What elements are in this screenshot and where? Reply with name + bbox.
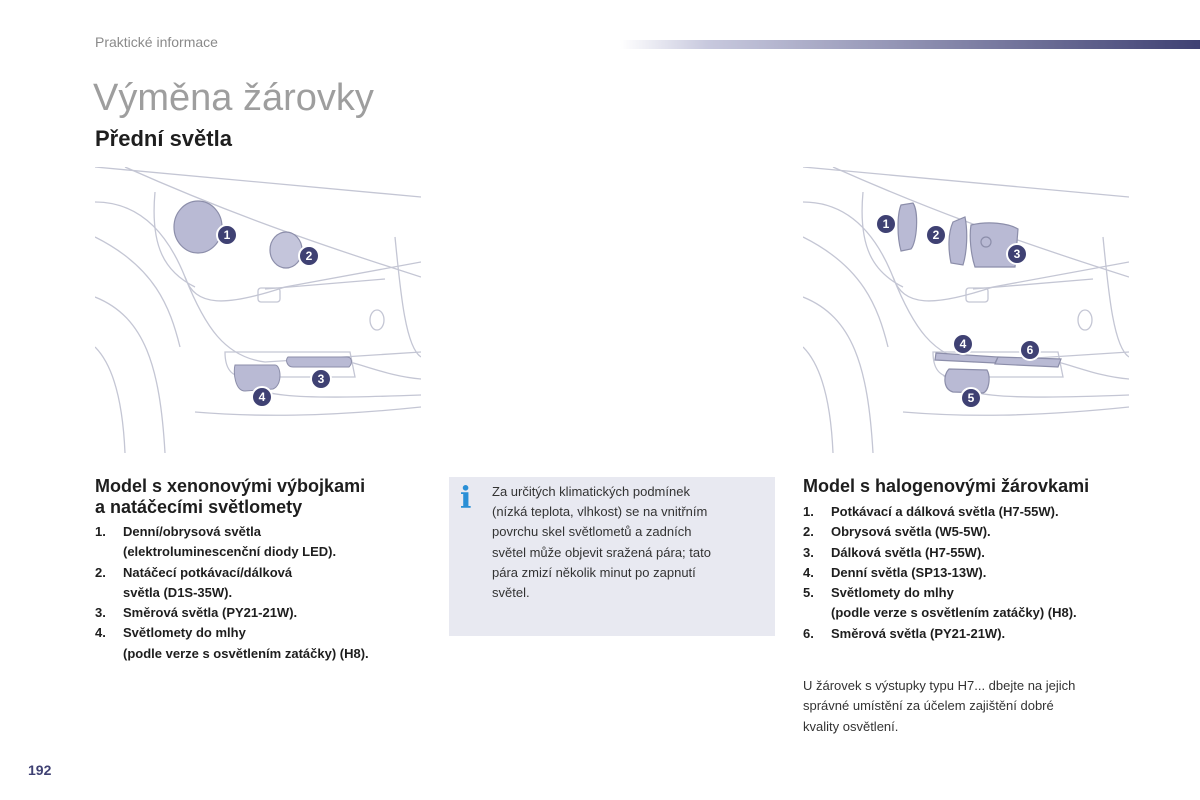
page-title: Výměna žárovky bbox=[93, 77, 374, 119]
section-title: Přední světla bbox=[95, 126, 232, 151]
xenon-model-title bbox=[95, 476, 365, 518]
svg-text:1: 1 bbox=[223, 228, 231, 242]
callout-4 bbox=[953, 334, 973, 354]
callout-2 bbox=[926, 225, 946, 245]
header-gradient-bar bbox=[620, 40, 1200, 49]
xenon-headlight-diagram bbox=[95, 167, 421, 453]
page-number: 192 bbox=[28, 762, 52, 778]
halogen-model-title: Model s halogenovými žárovkami bbox=[803, 476, 1090, 496]
svg-text:4: 4 bbox=[258, 390, 266, 404]
callout-3 bbox=[311, 369, 331, 389]
list-item: 6. Směrová světla (PY21-21W). bbox=[803, 625, 1006, 641]
list-item: 3. Směrová světla (PY21-21W). bbox=[95, 605, 298, 621]
svg-text:3: 3 bbox=[317, 372, 325, 386]
callout-1 bbox=[217, 225, 237, 245]
xenon-model-title-line2: a natáčecími světlomety bbox=[95, 497, 303, 517]
svg-text:2: 2 bbox=[932, 228, 940, 242]
xenon-bulb-list bbox=[95, 522, 440, 664]
halogen-bulb-list bbox=[803, 502, 1183, 644]
callout-2 bbox=[299, 246, 319, 266]
list-item: 4. Světlomety do mlhy (podle verze s osvětlením zatáčky) (H8). bbox=[95, 625, 369, 661]
svg-text:4: 4 bbox=[959, 337, 967, 351]
svg-text:2: 2 bbox=[305, 249, 313, 263]
callout-4 bbox=[252, 387, 272, 407]
halogen-headlight-diagram bbox=[803, 167, 1129, 453]
svg-text:5: 5 bbox=[967, 391, 975, 405]
list-item: 5. Světlomety do mlhy (podle verze s osvětlením zatáčky) (H8). bbox=[803, 585, 1077, 621]
list-item: 2. Obrysová světla (W5-5W). bbox=[803, 524, 991, 540]
callout-1 bbox=[876, 214, 896, 234]
info-text: Za určitých klimatických podmínek (nízká teplota, vlhkost) se na vnitřním povrchu skel světlometů a zadních světel může objevit sražená pára; tato pára zmizí několik minut po zapnutí světel. bbox=[492, 484, 711, 601]
header-section-label: Praktické informace bbox=[95, 34, 218, 50]
note-text: U žárovek s výstupky typu H7... dbejte na jejich správné umístění za účelem zajištění dobré kvality osvětlení. bbox=[803, 678, 1076, 734]
list-item: 4. Denní světla (SP13-13W). bbox=[803, 564, 987, 580]
callout-6 bbox=[1020, 340, 1040, 360]
list-item: 1. Potkávací a dálková světla (H7-55W). bbox=[803, 504, 1059, 519]
list-item: 2. Natáčecí potkávací/dálková světla (D1S-35W). bbox=[95, 564, 293, 600]
xenon-model-title-line1: Model s xenonovými výbojkami bbox=[95, 476, 366, 496]
svg-text:3: 3 bbox=[1013, 247, 1021, 261]
callout-5 bbox=[961, 388, 981, 408]
list-item: 1. Denní/obrysová světla (elektroluminescenční diody LED). bbox=[95, 524, 337, 560]
svg-text:6: 6 bbox=[1026, 343, 1034, 357]
list-item: 3. Dálková světla (H7-55W). bbox=[803, 544, 985, 560]
info-icon: i bbox=[460, 481, 472, 516]
callout-3 bbox=[1007, 244, 1027, 264]
svg-text:1: 1 bbox=[882, 217, 890, 231]
